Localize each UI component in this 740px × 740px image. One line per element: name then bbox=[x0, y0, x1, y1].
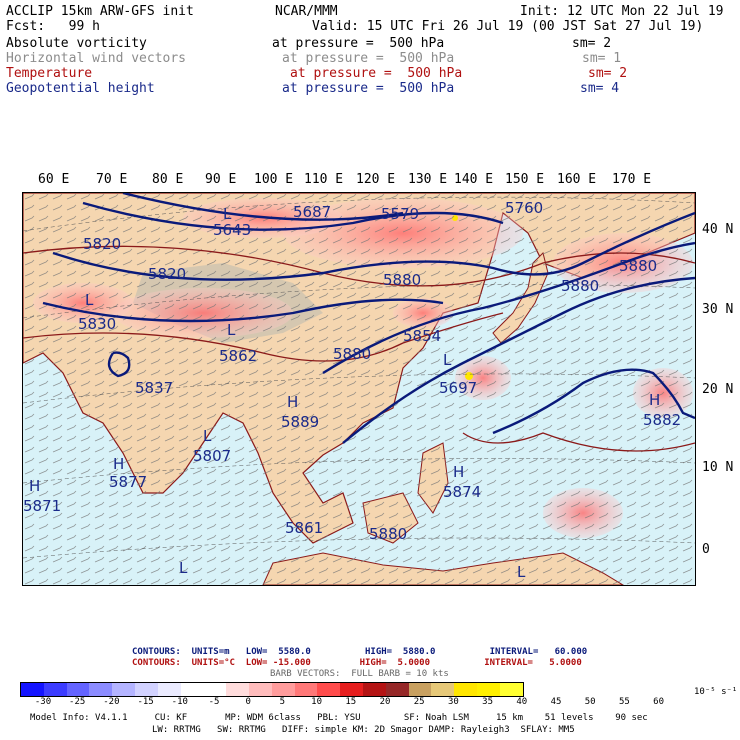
colorbar-swatch bbox=[203, 683, 226, 696]
lon-label: 130 E bbox=[408, 172, 448, 187]
colorbar-tick: 40 bbox=[516, 697, 528, 707]
map-label: H bbox=[649, 391, 661, 409]
map-label: L bbox=[517, 563, 526, 581]
map-label: L bbox=[203, 427, 212, 445]
colorbar-swatch bbox=[386, 683, 409, 696]
map-label: 5807 bbox=[193, 447, 232, 465]
map-label: L bbox=[223, 205, 232, 223]
lon-label: 170 E bbox=[612, 172, 652, 187]
colorbar-unit: 10⁻⁵ s⁻¹ bbox=[694, 687, 738, 697]
lat-label: 0 bbox=[702, 542, 710, 557]
model-title: ACCLIP 15km ARW-GFS init bbox=[6, 4, 194, 19]
map-label: L bbox=[85, 291, 94, 309]
colorbar-swatch bbox=[454, 683, 477, 696]
field-2-sm: sm= 1 bbox=[582, 51, 622, 66]
colorbar-tick: 20 bbox=[379, 697, 391, 707]
map-label: 5830 bbox=[78, 315, 117, 333]
colorbar-swatch bbox=[67, 683, 90, 696]
colorbar-swatch bbox=[409, 683, 432, 696]
lon-label: 120 E bbox=[356, 172, 396, 187]
contours-temp-info: CONTOURS: UNITS=°C LOW= -15.000 HIGH= 5.0000 INTERVAL= 5.0000 bbox=[132, 658, 582, 668]
lon-label: 60 E bbox=[38, 172, 70, 187]
lon-label: 140 E bbox=[454, 172, 494, 187]
colorbar-tick: 15 bbox=[345, 697, 357, 707]
map-label: 5877 bbox=[109, 473, 148, 491]
map-label: 5643 bbox=[213, 221, 252, 239]
colorbar-tick: 60 bbox=[653, 697, 665, 707]
colorbar-swatch bbox=[363, 683, 386, 696]
colorbar-swatch bbox=[431, 683, 454, 696]
lon-label: 100 E bbox=[254, 172, 294, 187]
map-label: 5697 bbox=[439, 379, 478, 397]
map-label: 5874 bbox=[443, 483, 482, 501]
valid-time: Valid: 15 UTC Fri 26 Jul 19 (00 JST Sat 27 Jul 19) bbox=[312, 19, 704, 34]
colorbar-swatch bbox=[477, 683, 500, 696]
weather-map bbox=[22, 192, 696, 586]
lon-label: 110 E bbox=[304, 172, 344, 187]
map-label: 5861 bbox=[285, 519, 324, 537]
lat-label: 30 N bbox=[702, 302, 734, 317]
field-4-sm: sm= 4 bbox=[580, 81, 620, 96]
colorbar-tick: -10 bbox=[171, 697, 188, 707]
org-label: NCAR/MMM bbox=[275, 4, 338, 19]
colorbar-tick: -30 bbox=[34, 697, 52, 707]
lon-label: 90 E bbox=[205, 172, 237, 187]
colorbar-tick: 5 bbox=[279, 697, 286, 707]
map-label: 5687 bbox=[293, 203, 332, 221]
colorbar-tick: -25 bbox=[69, 697, 86, 707]
colorbar-tick: 45 bbox=[550, 697, 562, 707]
model-info-2: LW: RRTMG SW: RRTMG DIFF: simple KM: 2D Smagor DAMP: Rayleigh3 SFLAY: MM5 bbox=[152, 725, 575, 735]
wind-barbs bbox=[23, 193, 695, 585]
map-label: 5880 bbox=[333, 345, 372, 363]
map-label: H bbox=[29, 477, 41, 495]
map-label: 5854 bbox=[403, 327, 442, 345]
model-info: Model Info: V4.1.1 CU: KF MP: WDM 6class PBL: YSU SF: Noah LSM 15 km 51 levels 90 sec bbox=[30, 713, 648, 723]
map-label: L bbox=[179, 559, 188, 577]
colorbar-tick: 55 bbox=[618, 697, 630, 707]
contours-height-info: CONTOURS: UNITS=m LOW= 5580.0 HIGH= 5880.0 INTERVAL= 60.000 bbox=[132, 647, 588, 657]
colorbar-tick: -5 bbox=[208, 697, 220, 707]
init-time: Init: 12 UTC Mon 22 Jul 19 bbox=[520, 4, 724, 19]
map-label: 5880 bbox=[561, 277, 600, 295]
map-canvas bbox=[23, 193, 695, 585]
barb-info: BARB VECTORS: FULL BARB = 10 kts bbox=[270, 669, 449, 679]
field-1-level: at pressure = 500 hPa bbox=[272, 36, 445, 51]
map-label: 5880 bbox=[369, 525, 408, 543]
colorbar-swatch bbox=[44, 683, 67, 696]
lat-label: 20 N bbox=[702, 382, 734, 397]
colorbar-swatch bbox=[317, 683, 340, 696]
lat-label: 40 N bbox=[702, 222, 734, 237]
lon-label: 70 E bbox=[96, 172, 128, 187]
colorbar-tick: 35 bbox=[482, 697, 494, 707]
map-label: 5880 bbox=[619, 257, 658, 275]
colorbar-swatch bbox=[295, 683, 318, 696]
field-2-level: at pressure = 500 hPa bbox=[282, 51, 455, 66]
colorbar-tick: 25 bbox=[413, 697, 425, 707]
colorbar-tick: -15 bbox=[137, 697, 154, 707]
map-label: L bbox=[443, 351, 452, 369]
map-label: 5880 bbox=[383, 271, 422, 289]
field-1-sm: sm= 2 bbox=[572, 36, 612, 51]
forecast-hour: Fcst: 99 h bbox=[6, 19, 100, 34]
colorbar-swatch bbox=[249, 683, 272, 696]
map-label: 5579 bbox=[381, 205, 420, 223]
lon-label: 80 E bbox=[152, 172, 184, 187]
field-3-sm: sm= 2 bbox=[588, 66, 628, 81]
map-label: 5837 bbox=[135, 379, 174, 397]
field-3-name: Temperature bbox=[6, 66, 93, 81]
colorbar-swatch bbox=[226, 683, 249, 696]
colorbar-swatch bbox=[181, 683, 204, 696]
colorbar-swatch bbox=[112, 683, 135, 696]
field-3-level: at pressure = 500 hPa bbox=[290, 66, 463, 81]
map-label: 5760 bbox=[505, 199, 544, 217]
colorbar-swatch bbox=[89, 683, 112, 696]
map-label: 5820 bbox=[148, 265, 187, 283]
colorbar-tick: -20 bbox=[103, 697, 120, 707]
colorbar-tick: 0 bbox=[245, 697, 251, 707]
colorbar-swatch bbox=[158, 683, 181, 696]
map-label: 5820 bbox=[83, 235, 122, 253]
colorbar-tick: 30 bbox=[447, 697, 459, 707]
colorbar-tick: 50 bbox=[584, 697, 596, 707]
colorbar-swatch bbox=[340, 683, 363, 696]
colorbar-swatch bbox=[500, 683, 523, 696]
map-label: H bbox=[113, 455, 125, 473]
field-4-level: at pressure = 500 hPa bbox=[282, 81, 455, 96]
field-2-name: Horizontal wind vectors bbox=[6, 51, 187, 66]
map-label: 5889 bbox=[281, 413, 320, 431]
colorbar-swatch bbox=[135, 683, 158, 696]
map-label: 5871 bbox=[23, 497, 62, 515]
lon-label: 160 E bbox=[557, 172, 597, 187]
field-1-name: Absolute vorticity bbox=[6, 36, 147, 51]
map-label: 5882 bbox=[643, 411, 682, 429]
colorbar-tick: 10 bbox=[311, 697, 323, 707]
colorbar-swatch bbox=[272, 683, 295, 696]
lat-label: 10 N bbox=[702, 460, 734, 475]
map-label: 5862 bbox=[219, 347, 258, 365]
field-4-name: Geopotential height bbox=[6, 81, 155, 96]
lon-label: 150 E bbox=[505, 172, 545, 187]
colorbar bbox=[20, 682, 524, 697]
map-label: H bbox=[453, 463, 465, 481]
colorbar-swatch bbox=[21, 683, 44, 696]
map-label: L bbox=[227, 321, 236, 339]
map-label: H bbox=[287, 393, 299, 411]
